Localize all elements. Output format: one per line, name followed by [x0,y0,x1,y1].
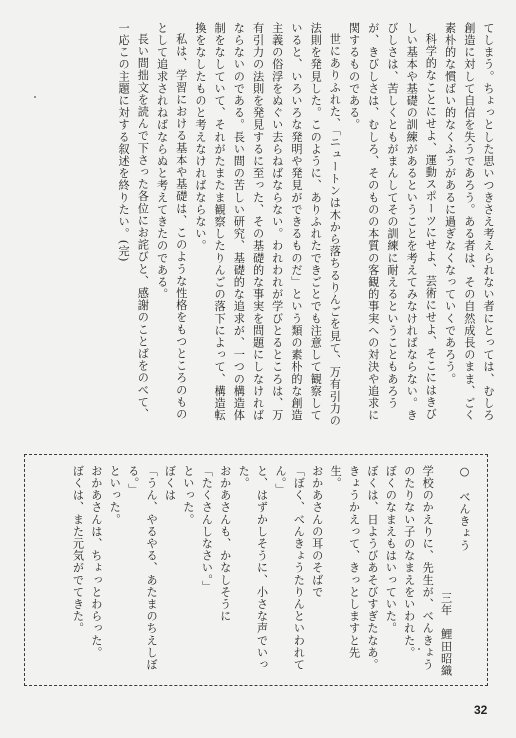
poem-line: と、はずかしそうに、小さな声でいった。 [237,465,269,671]
poem-line: ぼくのなまえもはいっていた。 [384,465,398,635]
poem-line: きょうかえって、きっとしますと先生。 [329,465,361,659]
poem-title: ○ べんきょう [458,465,471,552]
poem-box [24,454,488,686]
poem-line: 学校のかえりに、先生が、べんきょうのたりない子のなまえをいわれた。 [402,465,435,671]
essay-paragraph-4: 私は、学習における基本や基礎は、このような性格をもつところのものとして追求されねばならぬと考えてきたのである。 [155,22,188,421]
poem-line: 「うん、やるやる、あたまのちえしぼる。」 [126,465,159,671]
scan-speck [418,648,420,650]
essay-body [50,22,498,428]
poem-line: ぼくは、また元気がでてきた。 [71,465,85,635]
poem-line: ぼくは [163,465,177,502]
poem-body [33,465,473,677]
essay-paragraph-2: 科学的なことにせよ、運動スポーツにせよ、芸術にせよ、そこにはきびしい基本や基礎の訓練があるということを考えてみなければならない。きびしさは、苦しくともがまんしてその訓練に耐えるということもあろうが、きびしさは、むしろ、そのものの本質の客観的事実への対決や追求に関するものである。 [347,22,438,422]
essay-paragraph-5: 長い間拙文を読んで下さった各位にお詫びと、感謝のことばをのべて、一応この主題に対する叙述を終りたい。(完) [117,22,150,421]
essay-paragraph-1: てしまう。ちょっとした思いつきさえ考えられない者にとっては、むしろ創造に対して自信を失うであろう。ある者は、その自然成長のまま、ごく素朴的な慣ばい的なくふうがあるに過ぎなくなっていくであろう。 [443,22,495,422]
poem-line: おかあさんも、かなしそうに [218,465,232,623]
scan-speck [34,96,36,98]
poem-line: といった。 [108,465,122,526]
poem-line: ぼくは、日ようびあそびすぎたなあ。 [365,465,379,671]
poem-line: 「ぼく、べんきょうたりんといわれてん。」 [273,465,306,671]
page-number: 32 [474,703,488,717]
poem-line: といった。 [181,465,195,526]
poem-line: おかあさんの耳のそばで [310,465,324,599]
poem-line: 「たくさんしなさい。」 [200,465,214,593]
essay-paragraph-3: 世にありふれた、「ニュートンは木から落ちるりんごを見て、万有引力の法則を発見した。このように、ありふれたできごとでも注意して観察していると、いろいろな発明や発見ができるものだ」という類の素朴的な創造主義の俗浮をぬぐい去らねばならない。われわれが学びとるところは、万有引力の法則を発見するに至った、その基礎的な事実を問題にしなければならないのである。長い間の苦しい研究、基礎的な追求が、一つの構造体制をなしていて、それがたまたま観察したりんごの落下によって、構造転換をなしたものと考えなければならない。 [193,22,342,427]
poem-line: おかあさんは、ちょっとわらった。 [89,465,103,659]
poem-author: 三年 鯉田昭織 [439,592,453,677]
